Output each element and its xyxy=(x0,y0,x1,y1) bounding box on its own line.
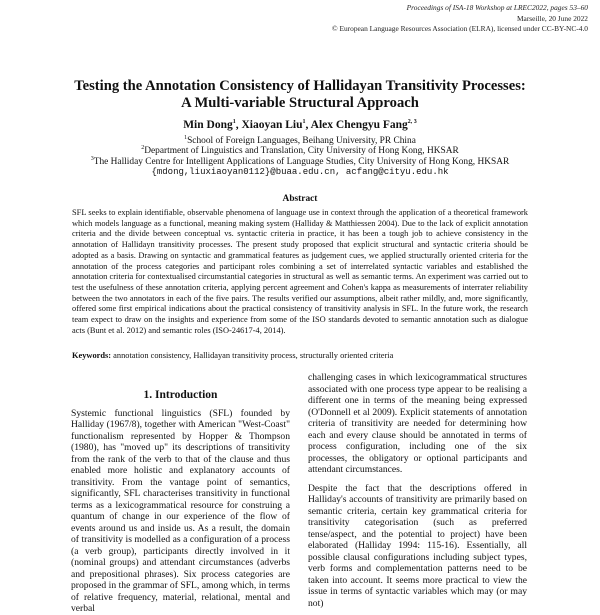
title-line-1: Testing the Annotation Consistency of Hallidayan Transitivity Processes: xyxy=(74,78,526,94)
place-date-line: Marseille, 20 June 2022 xyxy=(516,13,588,23)
abstract-text: SFL seeks to explain identifiable, observable phenomena of language use in context through the application of a theoretical framework which models language as a functional, meaning making system (Halliday & Matthiessen 2004). Due to the lack of explicit annotation criteria and the divide between conceptual vs. syntactic criteria in practice, it has been a tough job to achieve consistency in the annotation of Hallidayn transitivity processes. The present study proposed that explicit structural and syntactic criteria should be adopted as a basis. Drawing on syntactic and grammatical features as judgement cues, we applied structurally oriented criteria for the annotation of the process categories and participant roles combining a set of interrelated syntactic variables and established the annotation criteria for contextualised circumstantial categories in structural as well as semantic terms. An experiment was carried out to test the usefulness of these annotation criteria, applying percent agreement and Cohen's kappa as measurements of interrater reliability between the two annotators in each of the five pairs. The results verified our assumptions, albeit rather mildly, and, more significantly, offered some first empirical indications about the practical consistency of transitivity analysis in SFL. In the future work, the research team expect to draw on the insights and experience from some of the ISO standards devoted to semantic annotation such as dialogue acts (Bunt et al. 2012) and semantic roles (ISO-24617-4, 2014). xyxy=(72,208,528,335)
author-name: Alex Chengyu Fang xyxy=(310,119,408,131)
author-name: Min Dong xyxy=(183,119,233,131)
paragraph-gap xyxy=(308,476,527,483)
title-line-2: A Multi-variable Structural Approach xyxy=(181,95,419,111)
author-sup: 1 xyxy=(232,119,236,126)
intro-paragraph-continued: challenging cases in which lexicogrammatical structures associated with one process type appear to be realising a different one in terms of the meaning being expressed (O'Donnell et al 2009). Explicit statements of annotation criteria of transitivity are needed for determining how each and every clause should be annotated in terms of process configuration, including one of the six processes, the obligatory or optional participants and attendant circumstances. xyxy=(308,372,527,475)
author-sup: 2, 3 xyxy=(407,119,417,126)
page-header xyxy=(332,3,588,35)
author-name: Xiaoyan Liu xyxy=(241,119,303,131)
keywords-text: annotation consistency, Hallidayan transitivity process, structurally oriented criteria xyxy=(113,351,394,360)
affiliation: $^1$School of Foreign Languages, Beihang University, PR China xyxy=(184,134,416,146)
license-line: © European Language Resources Association (ELRA), licensed under CC-BY-NC-4.0 xyxy=(331,24,588,34)
proceedings-line: Proceedings of ISA-18 Workshop at LREC2022, pages 53–60 xyxy=(406,3,588,12)
affiliation: $^3$The Halliday Centre for Intelligent Applications of Language Studies, City University of Hong Kong, HKSAR xyxy=(90,155,510,167)
keywords-label: Keywords: xyxy=(72,351,112,360)
keywords xyxy=(72,351,528,362)
section-heading: 1. Introduction xyxy=(143,389,218,401)
author-sup: 1 xyxy=(302,119,306,126)
right-column xyxy=(308,372,527,609)
affiliation: $^2$Department of Linguistics and Translation, City University of Hong Kong, HKSAR xyxy=(141,145,459,157)
author-emails: {mdong,liuxiaoyan0112}@buaa.edu.cn, acfang@cityu.edu.hk xyxy=(151,167,449,178)
author-list: Min Dong$^1$, Xiaoyan Liu$^1$, Alex Chengyu Fang$^{2, 3}$ xyxy=(183,119,417,131)
affiliations xyxy=(0,136,600,178)
intro-paragraph: Systemic functional linguistics (SFL) founded by Halliday (1967/8), together with American "West-Coast" functionalism represented by Hopper & Thompson (1980), has "moved up" its descriptions of transitivity from the rank of the verb to that of the clause and thus enabled more holistic and explanatory accounts of transitivity. From the vantage point of semantics, significantly, SFL characterises transitivity in functional terms as a lexicogrammatical resource for construing a quantum of change in our experience of the flow of events around us and inside us. As a result, the domain of transitivity is modelled as a configuration of a process (a verb group), participants directly involved in it (nominal groups) and attendant circumstances (adverbs and prepositional phrases). Six process categories are proposed in the grammar of SFL, among which, in terms of relative frequency, material, relational, mental and verbal xyxy=(71,407,290,614)
paper-title xyxy=(0,78,600,112)
intro-paragraph-2: Despite the fact that the descriptions offered in Halliday's accounts of transitivity are primarily based on semantic criteria, certain key grammatical criteria for transitivity categorisation (such as preferred tense/aspect, and the potential to project) have been elaborated (Halliday 1994: 115-16). Essentially, all possible clausal configurations including subject types, verb forms and complementation patterns need to be taken into account. It seems more practical to view the issue in terms of syntactic variables which may (or may not) xyxy=(308,482,527,609)
left-column xyxy=(71,390,290,615)
abstract-heading: Abstract xyxy=(282,194,318,204)
